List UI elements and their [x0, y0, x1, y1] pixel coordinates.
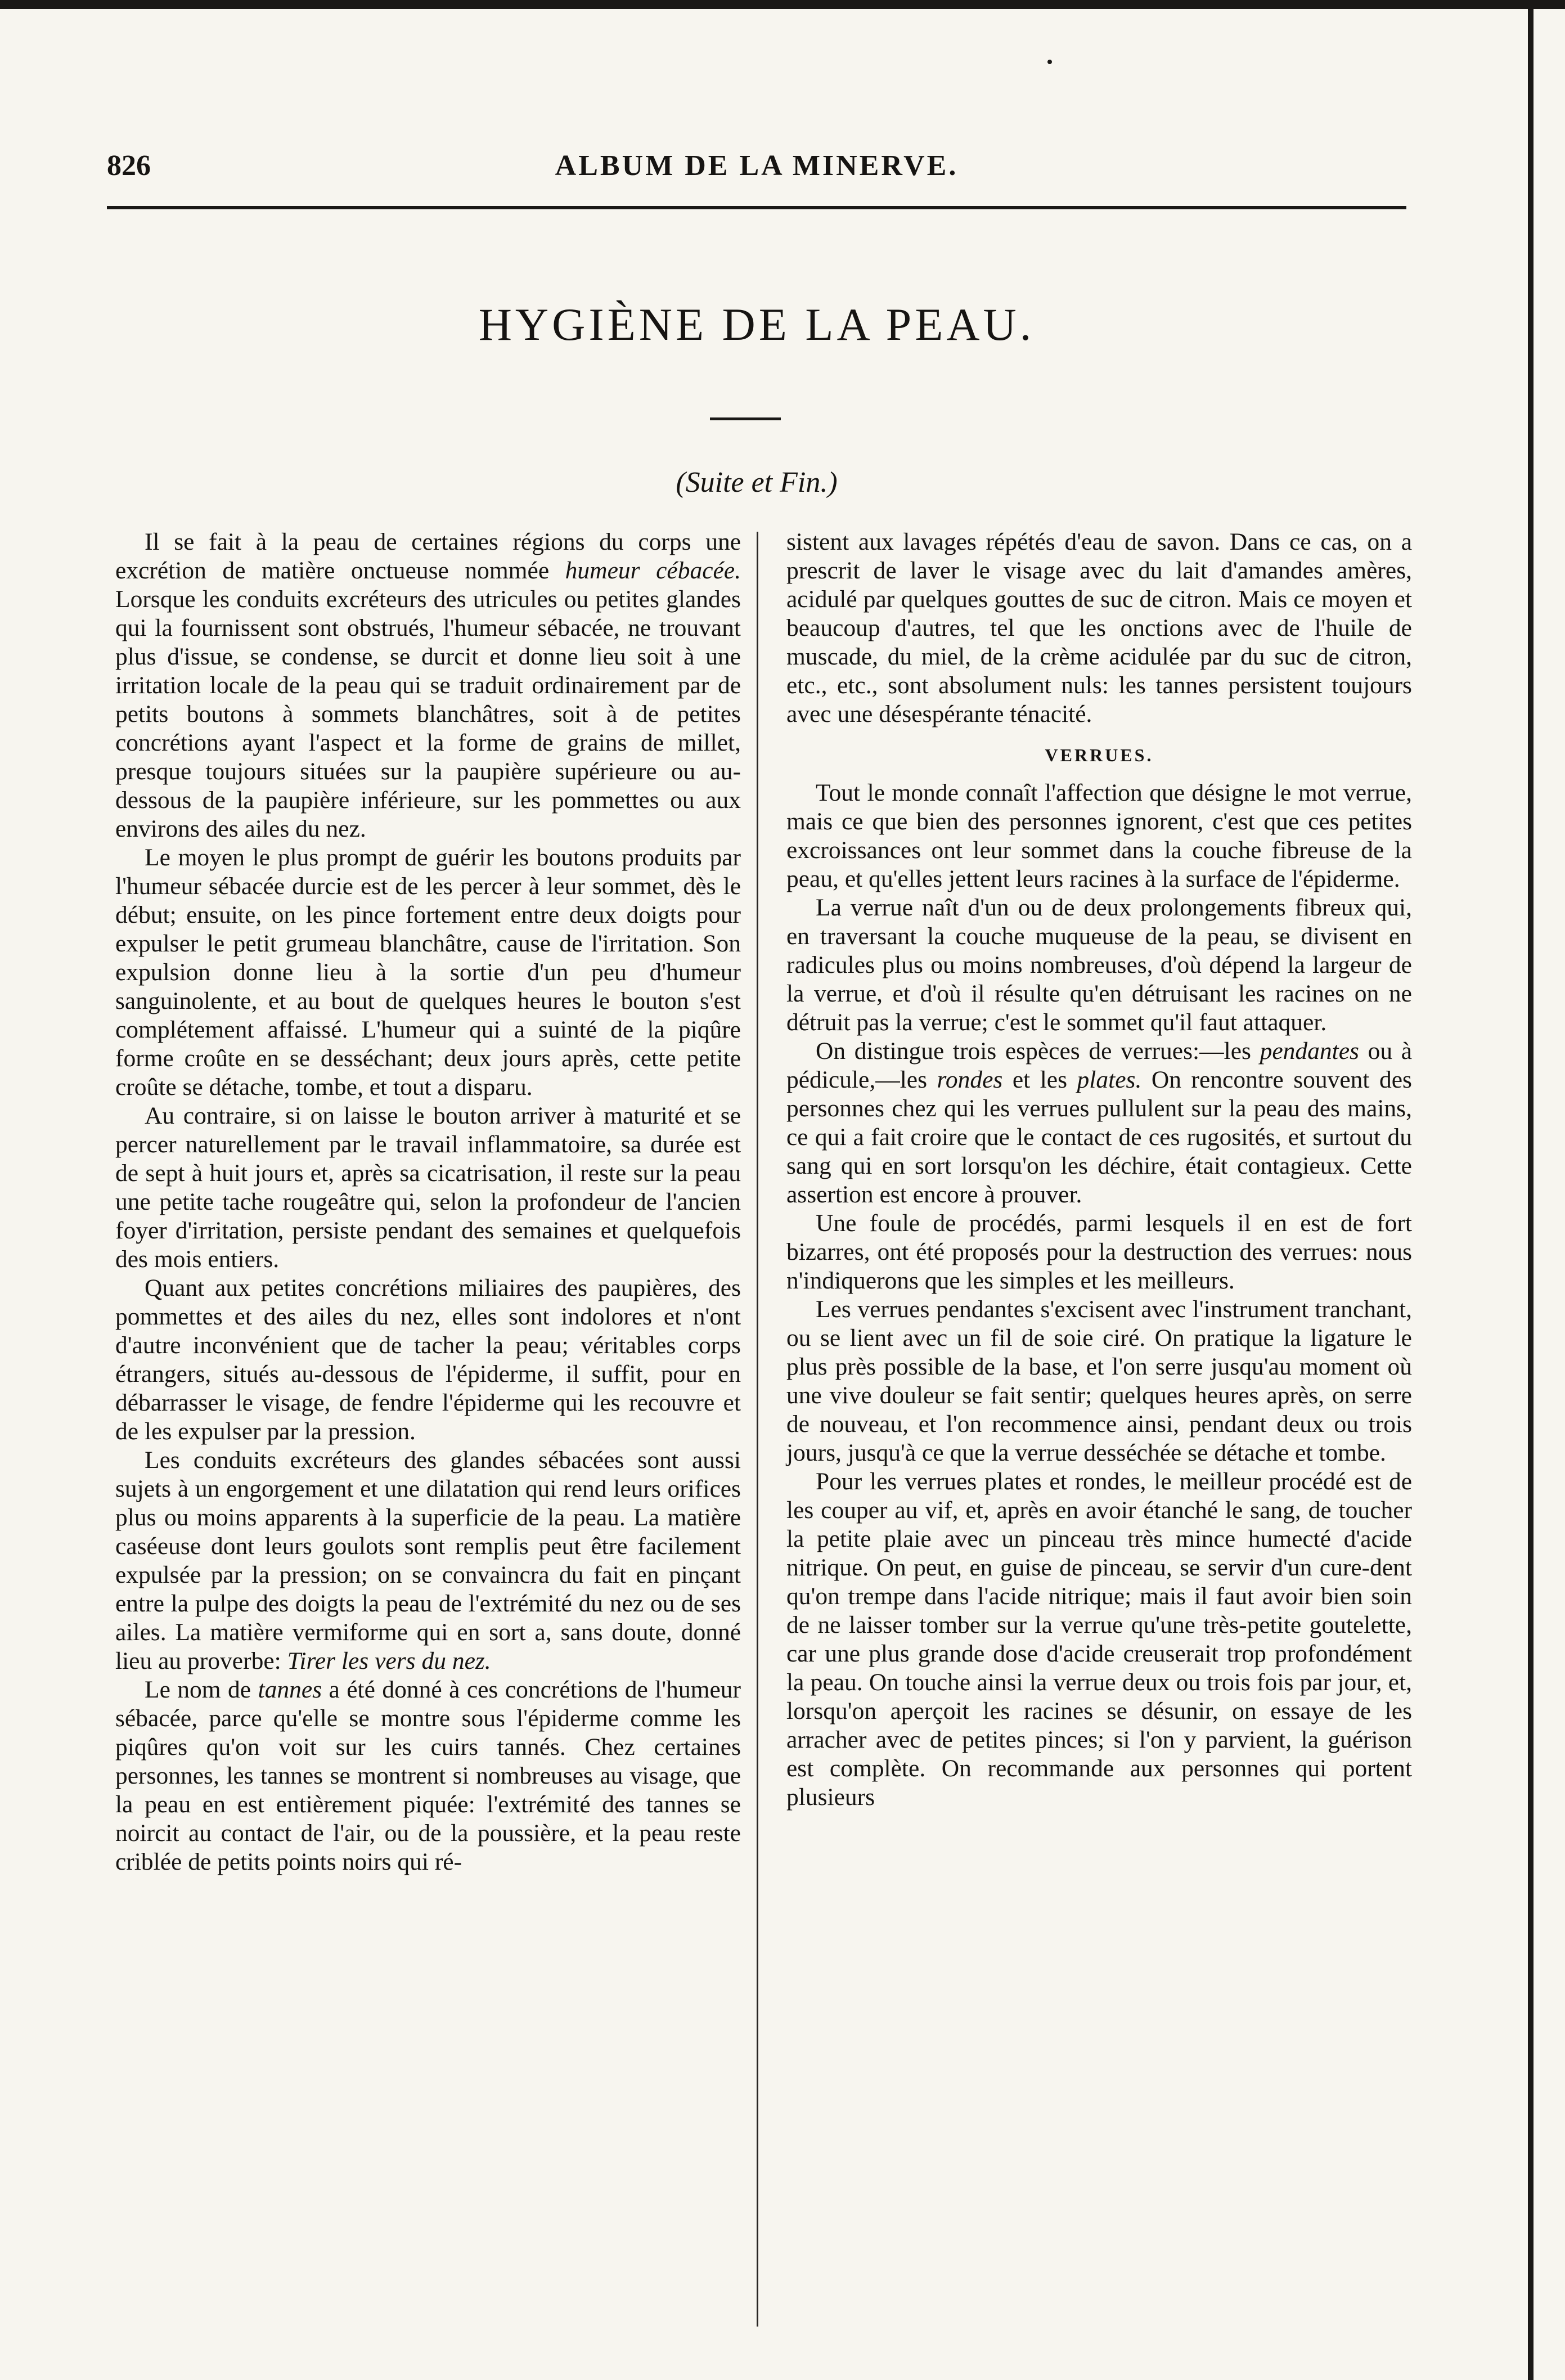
paragraph: Il se fait à la peau de certaines régions du corps une excrétion de matière onctueuse nommée humeur cébacée. Lorsque les conduits excréteurs des utricules ou petites glandes qui la fournissent sont obstrués, l'humeur sébacée, ne trouvant plus d'issue, se condense, se durcit et donne lieu soit à une irritation locale de la peau qui se traduit ordinairement par de petits boutons à sommets blanchâtres, soit à de petites concrétions ayant l'aspect et la forme de grains de millet, presque toujours situées sur la paupière supérieure ou au-dessous de la paupière inférieure, sur les pommettes ou aux environs des ailes du nez.: [115, 528, 741, 842]
paragraph: Au contraire, si on laisse le bouton arriver à maturité et se percer naturellement par le travail inflammatoire, sa durée est de sept à huit jours et, après sa cicatrisation, il reste sur la peau une petite tache rougeâtre qui, selon la profondeur de l'ancien foyer d'irritation, persiste pendant des semaines et quelquefois des mois entiers.: [115, 1102, 741, 1273]
right-border: [1528, 9, 1533, 2380]
top-border: [0, 0, 1565, 9]
paragraph: Le moyen le plus prompt de guérir les boutons produits par l'humeur sébacée durcie est de les percer à leur sommet, dès le début; ensuite, on les pince fortement entre deux doigts pour expulser le petit grumeau blanchâtre, cause de l'irritation. Son expulsion donne lieu à la sortie d'un peu d'humeur sanguinolente, et au bout de quelques heures le bouton s'est complétement affaissé. L'humeur qui a suinté de la piqûre forme croûte en se desséchant; deux jours après, cette petite croûte se détache, tombe, et tout a disparu.: [115, 844, 741, 1101]
running-head: ALBUM DE LA MINERVE.: [555, 150, 959, 182]
ink-dot: [1047, 60, 1052, 64]
paragraph: sistent aux lavages répétés d'eau de savon. Dans ce cas, on a prescrit de laver le visage avec du lait d'amandes amères, acidulé par quelques gouttes de suc de citron. Mais ce moyen et beaucoup d'autres, tel que les onctions avec de l'huile de muscade, du miel, de la crème acidulée par du suc de citron, etc., etc., sont absolument nuls: les tannes persistent toujours avec une désespérante ténacité.: [786, 528, 1412, 728]
paragraph: Les conduits excréteurs des glandes sébacées sont aussi sujets à un engorgement et une dilatation qui rend leurs orifices plus ou moins apparents à la superficie de la peau. La matière caséeuse dont leurs goulots sont remplis peut être facilement expulsée par la pression; on se convaincra du fait en pinçant entre la pulpe des doigts la peau de l'extrémité du nez ou de ses ailes. La matière vermiforme qui en sort a, sans doute, donné lieu au proverbe: Tirer les vers du nez.: [115, 1447, 741, 1674]
right-column: [786, 528, 1412, 1812]
section-heading: VERRUES.: [1045, 745, 1154, 765]
paragraph: Quant aux petites concrétions miliaires des paupières, des pommettes et des ailes du nez, elles sont indolores et n'ont d'autre inconvénient que de tacher la peau; véritables corps étrangers, situés au-dessous de l'épiderme, il suffit, pour en débarrasser le visage, de fendre l'épiderme qui les recouvre et de les expulser par la pression.: [115, 1274, 741, 1445]
column-divider: [757, 532, 758, 2327]
paragraph: Tout le monde connaît l'affection que désigne le mot verrue, mais ce que bien des personnes ignorent, c'est que ces petites excroissances ont leur sommet dans la couche fibreuse de la peau, et qu'elles jettent leurs racines à la surface de l'épiderme.: [786, 779, 1412, 892]
page-number: 826: [107, 150, 151, 182]
left-column: [115, 528, 741, 1876]
paragraph: Le nom de tannes a été donné à ces concrétions de l'humeur sébacée, parce qu'elle se montre sous l'épiderme comme les piqûres qu'on voit sur les cuirs tannés. Chez certaines personnes, les tannes se montrent si nombreuses au visage, que la peau en est entièrement piquée: l'extrémité des tannes se noircit au contact de l'air, ou de la poussière, et la peau reste criblée de petits points noirs qui ré-: [115, 1676, 741, 1875]
paragraph: Pour les verrues plates et rondes, le meilleur procédé est de les couper au vif, et, après en avoir étanché le sang, de toucher la petite plaie avec un pinceau très mince humecté d'acide nitrique. On peut, en guise de pinceau, se servir d'un cure-dent qu'on trempe dans l'acide nitrique; mais il faut avoir bien soin de ne laisser tomber sur la verrue qu'une très-petite goutelette, car une plus grande dose d'acide creuserait trop profondément la peau. On touche ainsi la verrue deux ou trois fois par jour, et, lorsqu'on aperçoit les racines se désunir, on essaye de les arracher avec de petites pinces; si l'on y parvient, la guérison est complète. On recommande aux personnes qui portent plusieurs: [786, 1468, 1412, 1811]
paragraph: On distingue trois espèces de verrues:—les pendantes ou à pédicule,—les rondes et les plates. On rencontre souvent des personnes chez qui les verrues pullulent sur la peau des mains, ce qui a fait croire que le contact de ces rugosités, et surtout du sang qui en sort lorsqu'on les déchire, était contagieux. Cette assertion est encore à prouver.: [786, 1038, 1413, 1208]
article-subtitle: (Suite et Fin.): [676, 466, 838, 499]
header-rule: [107, 206, 1406, 209]
paragraph: Les verrues pendantes s'excisent avec l'instrument tranchant, ou se lient avec un fil de soie ciré. On pratique la ligature le plus près possible de la base, et l'on serre jusqu'au moment où une vive douleur se fait sentir; quelques heures après, on serre de nouveau, et l'on recommence ainsi, pendant deux ou trois jours, jusqu'à ce que la verrue desséchée se détache et tombe.: [786, 1296, 1412, 1466]
paragraph: Une foule de procédés, parmi lesquels il en est de fort bizarres, ont été proposés pour la destruction des verrues: nous n'indiquerons que les simples et les meilleurs.: [786, 1210, 1412, 1294]
title-rule: [710, 417, 781, 420]
paragraph: La verrue naît d'un ou de deux prolongements fibreux qui, en traversant la couche muqueuse de la peau, se divisent en radicules plus ou moins nombreuses, d'où dépend la largeur de la verrue, et d'où il résulte qu'en détruisant les racines on ne détruit pas la verrue; c'est le sommet qu'il faut attaquer.: [786, 894, 1412, 1036]
article-title: HYGIÈNE DE LA PEAU.: [478, 299, 1035, 350]
page-header: [107, 149, 1406, 200]
